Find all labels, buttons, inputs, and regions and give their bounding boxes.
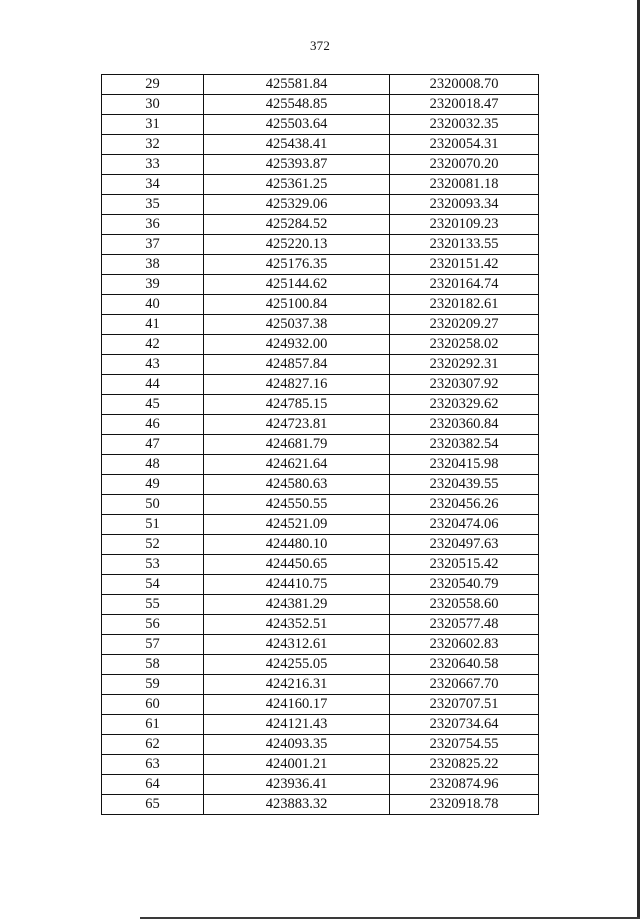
table-row xyxy=(102,435,539,455)
table-row xyxy=(102,415,539,435)
table-row xyxy=(102,755,539,775)
coordinate-table-body xyxy=(102,75,539,815)
x-coordinate-cell: 424121.43 xyxy=(204,715,390,735)
table-row xyxy=(102,475,539,495)
table-row xyxy=(102,455,539,475)
y-coordinate-cell: 2320164.74 xyxy=(390,275,539,295)
point-number-cell: 43 xyxy=(102,355,204,375)
x-coordinate-cell: 425361.25 xyxy=(204,175,390,195)
y-coordinate-cell: 2320734.64 xyxy=(390,715,539,735)
table-row xyxy=(102,275,539,295)
point-number-cell: 51 xyxy=(102,515,204,535)
table-row xyxy=(102,235,539,255)
y-coordinate-cell: 2320329.62 xyxy=(390,395,539,415)
x-coordinate-cell: 425503.64 xyxy=(204,115,390,135)
y-coordinate-cell: 2320209.27 xyxy=(390,315,539,335)
y-coordinate-cell: 2320133.55 xyxy=(390,235,539,255)
table-row xyxy=(102,775,539,795)
x-coordinate-cell: 424312.61 xyxy=(204,635,390,655)
y-coordinate-cell: 2320109.23 xyxy=(390,215,539,235)
y-coordinate-cell: 2320292.31 xyxy=(390,355,539,375)
y-coordinate-cell: 2320258.02 xyxy=(390,335,539,355)
x-coordinate-cell: 425220.13 xyxy=(204,235,390,255)
y-coordinate-cell: 2320415.98 xyxy=(390,455,539,475)
table-row xyxy=(102,535,539,555)
y-coordinate-cell: 2320018.47 xyxy=(390,95,539,115)
x-coordinate-cell: 424352.51 xyxy=(204,615,390,635)
y-coordinate-cell: 2320093.34 xyxy=(390,195,539,215)
point-number-cell: 33 xyxy=(102,155,204,175)
point-number-cell: 54 xyxy=(102,575,204,595)
point-number-cell: 38 xyxy=(102,255,204,275)
table-row xyxy=(102,95,539,115)
y-coordinate-cell: 2320081.18 xyxy=(390,175,539,195)
table-row xyxy=(102,75,539,95)
table-row xyxy=(102,195,539,215)
y-coordinate-cell: 2320602.83 xyxy=(390,635,539,655)
table-row xyxy=(102,315,539,335)
y-coordinate-cell: 2320558.60 xyxy=(390,595,539,615)
y-coordinate-cell: 2320439.55 xyxy=(390,475,539,495)
x-coordinate-cell: 424827.16 xyxy=(204,375,390,395)
x-coordinate-cell: 424857.84 xyxy=(204,355,390,375)
x-coordinate-cell: 425329.06 xyxy=(204,195,390,215)
table-row xyxy=(102,735,539,755)
table-row xyxy=(102,675,539,695)
point-number-cell: 53 xyxy=(102,555,204,575)
point-number-cell: 56 xyxy=(102,615,204,635)
x-coordinate-cell: 424521.09 xyxy=(204,515,390,535)
point-number-cell: 40 xyxy=(102,295,204,315)
x-coordinate-cell: 424580.63 xyxy=(204,475,390,495)
y-coordinate-cell: 2320515.42 xyxy=(390,555,539,575)
table-row xyxy=(102,495,539,515)
point-number-cell: 47 xyxy=(102,435,204,455)
x-coordinate-cell: 424381.29 xyxy=(204,595,390,615)
point-number-cell: 31 xyxy=(102,115,204,135)
table-row xyxy=(102,615,539,635)
point-number-cell: 61 xyxy=(102,715,204,735)
y-coordinate-cell: 2320667.70 xyxy=(390,675,539,695)
table-row xyxy=(102,795,539,815)
y-coordinate-cell: 2320640.58 xyxy=(390,655,539,675)
y-coordinate-cell: 2320008.70 xyxy=(390,75,539,95)
point-number-cell: 29 xyxy=(102,75,204,95)
x-coordinate-cell: 425438.41 xyxy=(204,135,390,155)
y-coordinate-cell: 2320825.22 xyxy=(390,755,539,775)
table-row xyxy=(102,555,539,575)
point-number-cell: 58 xyxy=(102,655,204,675)
y-coordinate-cell: 2320182.61 xyxy=(390,295,539,315)
y-coordinate-cell: 2320918.78 xyxy=(390,795,539,815)
x-coordinate-cell: 424093.35 xyxy=(204,735,390,755)
point-number-cell: 30 xyxy=(102,95,204,115)
x-coordinate-cell: 425393.87 xyxy=(204,155,390,175)
x-coordinate-cell: 424255.05 xyxy=(204,655,390,675)
point-number-cell: 65 xyxy=(102,795,204,815)
x-coordinate-cell: 424550.55 xyxy=(204,495,390,515)
x-coordinate-cell: 424410.75 xyxy=(204,575,390,595)
x-coordinate-cell: 424785.15 xyxy=(204,395,390,415)
point-number-cell: 44 xyxy=(102,375,204,395)
x-coordinate-cell: 424621.64 xyxy=(204,455,390,475)
point-number-cell: 32 xyxy=(102,135,204,155)
x-coordinate-cell: 425581.84 xyxy=(204,75,390,95)
point-number-cell: 36 xyxy=(102,215,204,235)
x-coordinate-cell: 425100.84 xyxy=(204,295,390,315)
table-row xyxy=(102,255,539,275)
table-row xyxy=(102,715,539,735)
point-number-cell: 37 xyxy=(102,235,204,255)
y-coordinate-cell: 2320577.48 xyxy=(390,615,539,635)
table-row xyxy=(102,515,539,535)
table-row xyxy=(102,655,539,675)
table-row xyxy=(102,375,539,395)
table-row xyxy=(102,395,539,415)
point-number-cell: 46 xyxy=(102,415,204,435)
x-coordinate-cell: 424160.17 xyxy=(204,695,390,715)
x-coordinate-cell: 424216.31 xyxy=(204,675,390,695)
point-number-cell: 45 xyxy=(102,395,204,415)
table-row xyxy=(102,575,539,595)
y-coordinate-cell: 2320382.54 xyxy=(390,435,539,455)
y-coordinate-cell: 2320707.51 xyxy=(390,695,539,715)
coordinate-table xyxy=(101,74,539,815)
page-number: 372 xyxy=(309,38,331,53)
x-coordinate-cell: 425284.52 xyxy=(204,215,390,235)
x-coordinate-cell: 424723.81 xyxy=(204,415,390,435)
point-number-cell: 57 xyxy=(102,635,204,655)
table-row xyxy=(102,295,539,315)
y-coordinate-cell: 2320307.92 xyxy=(390,375,539,395)
point-number-cell: 48 xyxy=(102,455,204,475)
y-coordinate-cell: 2320497.63 xyxy=(390,535,539,555)
point-number-cell: 55 xyxy=(102,595,204,615)
y-coordinate-cell: 2320456.26 xyxy=(390,495,539,515)
point-number-cell: 42 xyxy=(102,335,204,355)
point-number-cell: 50 xyxy=(102,495,204,515)
x-coordinate-cell: 424480.10 xyxy=(204,535,390,555)
point-number-cell: 41 xyxy=(102,315,204,335)
point-number-cell: 34 xyxy=(102,175,204,195)
x-coordinate-cell: 425548.85 xyxy=(204,95,390,115)
x-coordinate-cell: 423936.41 xyxy=(204,775,390,795)
table-row xyxy=(102,635,539,655)
x-coordinate-cell: 425176.35 xyxy=(204,255,390,275)
table-row xyxy=(102,135,539,155)
x-coordinate-cell: 424450.65 xyxy=(204,555,390,575)
x-coordinate-cell: 425037.38 xyxy=(204,315,390,335)
y-coordinate-cell: 2320874.96 xyxy=(390,775,539,795)
x-coordinate-cell: 424681.79 xyxy=(204,435,390,455)
table-row xyxy=(102,175,539,195)
point-number-cell: 62 xyxy=(102,735,204,755)
y-coordinate-cell: 2320070.20 xyxy=(390,155,539,175)
table-row xyxy=(102,115,539,135)
y-coordinate-cell: 2320032.35 xyxy=(390,115,539,135)
y-coordinate-cell: 2320754.55 xyxy=(390,735,539,755)
point-number-cell: 52 xyxy=(102,535,204,555)
y-coordinate-cell: 2320540.79 xyxy=(390,575,539,595)
x-coordinate-cell: 424932.00 xyxy=(204,335,390,355)
table-row xyxy=(102,215,539,235)
point-number-cell: 49 xyxy=(102,475,204,495)
x-coordinate-cell: 423883.32 xyxy=(204,795,390,815)
point-number-cell: 60 xyxy=(102,695,204,715)
table-row xyxy=(102,355,539,375)
table-row xyxy=(102,595,539,615)
x-coordinate-cell: 424001.21 xyxy=(204,755,390,775)
point-number-cell: 64 xyxy=(102,775,204,795)
x-coordinate-cell: 425144.62 xyxy=(204,275,390,295)
table-row xyxy=(102,695,539,715)
table-row xyxy=(102,155,539,175)
y-coordinate-cell: 2320054.31 xyxy=(390,135,539,155)
point-number-cell: 59 xyxy=(102,675,204,695)
point-number-cell: 39 xyxy=(102,275,204,295)
table-row xyxy=(102,335,539,355)
y-coordinate-cell: 2320360.84 xyxy=(390,415,539,435)
point-number-cell: 35 xyxy=(102,195,204,215)
y-coordinate-cell: 2320151.42 xyxy=(390,255,539,275)
point-number-cell: 63 xyxy=(102,755,204,775)
y-coordinate-cell: 2320474.06 xyxy=(390,515,539,535)
